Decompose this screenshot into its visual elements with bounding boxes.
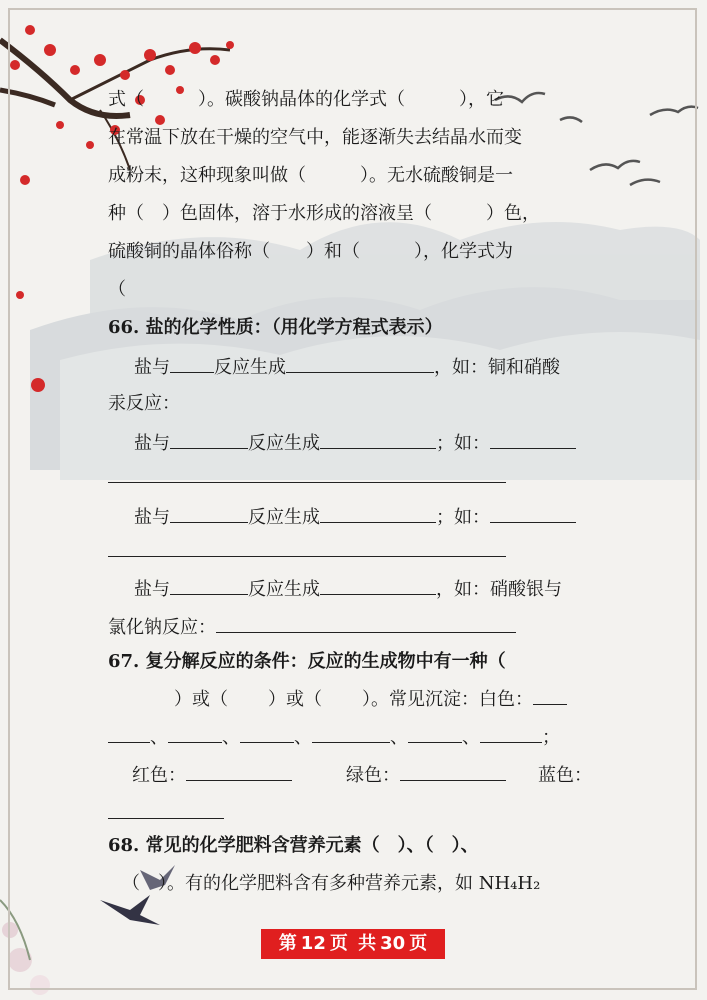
q66-d-post: ，如：硝酸银与 — [436, 579, 562, 600]
q67-row2 — [122, 686, 567, 712]
separator: 、 — [294, 727, 312, 748]
q66-a-pre: 盐与 — [134, 357, 170, 378]
answer-blank[interactable] — [170, 354, 214, 373]
answer-blank[interactable] — [216, 614, 516, 633]
answer-blank[interactable] — [490, 430, 576, 449]
q66-d-cont — [108, 614, 516, 640]
text-line: 在常温下放在干燥的空气中，能逐渐失去结晶水而变 — [108, 127, 522, 148]
answer-blank[interactable] — [170, 576, 248, 595]
q66-a-row — [134, 354, 560, 380]
answer-blank[interactable] — [186, 762, 292, 781]
q66-b-post: ；如： — [436, 433, 490, 454]
separator: 、 — [150, 727, 168, 748]
q66-c-row — [134, 504, 576, 530]
q66-c-mid: 反应生成 — [248, 507, 320, 528]
q66-b-pre: 盐与 — [134, 433, 170, 454]
answer-blank[interactable] — [312, 724, 390, 743]
answer-blank[interactable] — [320, 576, 436, 595]
total-label: 共 — [358, 933, 377, 954]
separator: 、 — [462, 727, 480, 748]
q68-row2: （ ）。有的化学肥料含有多种营养元素，如 NH₄H₂ — [122, 873, 541, 894]
answer-blank[interactable] — [320, 430, 436, 449]
q66-c-pre: 盐与 — [134, 507, 170, 528]
total-word: 页 — [409, 933, 428, 954]
answer-blank[interactable] — [240, 724, 294, 743]
question-67-title: 67. 复分解反应的条件：反应的生成物中有一种（ — [108, 651, 506, 672]
answer-blank[interactable] — [490, 504, 576, 523]
answer-blank[interactable] — [480, 724, 542, 743]
question-68-title: 68. 常见的化学肥料含营养元素（ ）、（ ）、 — [108, 835, 479, 856]
separator: ； — [542, 727, 560, 748]
text-line: 种（ ）色固体，溶于水形成的溶液呈（ ）色， — [108, 203, 540, 224]
answer-line[interactable] — [108, 556, 506, 557]
question-66-title: 66. 盐的化学性质：（用化学方程式表示） — [108, 317, 443, 338]
page-word: 页 — [329, 933, 348, 954]
q66-d-mid: 反应生成 — [248, 579, 320, 600]
page-label: 第 — [278, 933, 297, 954]
green-label: 绿色： — [346, 765, 400, 786]
answer-blank[interactable] — [170, 430, 248, 449]
separator: 、 — [222, 727, 240, 748]
answer-blank[interactable] — [320, 504, 436, 523]
q66-d-row — [134, 576, 562, 602]
q66-a-post: ，如：铜和硝酸 — [434, 357, 560, 378]
answer-blank[interactable] — [170, 504, 248, 523]
text-line: 硫酸铜的晶体俗称（ ）和（ ），化学式为 — [108, 241, 513, 262]
separator: 、 — [390, 727, 408, 748]
total-page-number: 30 — [380, 933, 406, 954]
q67-colors-row — [132, 762, 592, 788]
red-label: 红色： — [132, 765, 186, 786]
q66-d-pre: 盐与 — [134, 579, 170, 600]
answer-line[interactable] — [108, 482, 506, 483]
current-page-number: 12 — [300, 933, 326, 954]
q66-c-post: ；如： — [436, 507, 490, 528]
text-line: 成粉末，这种现象叫做（ ）。无水硫酸铜是一 — [108, 165, 513, 186]
answer-blank[interactable] — [400, 762, 506, 781]
q67-or-2: ）或（ — [268, 689, 322, 710]
q67-row3 — [108, 724, 560, 750]
q66-b-mid: 反应生成 — [248, 433, 320, 454]
text-line: （ — [108, 279, 126, 300]
text-line: 式（ ）。碳酸钠晶体的化学式（ ），它 — [108, 89, 504, 110]
q66-d-cont-label: 氯化钠反应： — [108, 617, 216, 638]
answer-blank[interactable] — [533, 686, 567, 705]
answer-line[interactable] — [108, 818, 224, 819]
q67-precipitate-label: ）。常见沉淀：白色： — [362, 689, 533, 710]
q66-a-mid: 反应生成 — [214, 357, 286, 378]
answer-blank[interactable] — [168, 724, 222, 743]
answer-blank[interactable] — [408, 724, 462, 743]
q67-or-1: ）或（ — [174, 689, 228, 710]
answer-blank[interactable] — [286, 354, 434, 373]
page-number-badge — [261, 929, 445, 959]
blue-label: 蓝色： — [538, 765, 592, 786]
q66-b-row — [134, 430, 576, 456]
answer-blank[interactable] — [108, 724, 150, 743]
q66-a-cont: 汞反应： — [108, 393, 180, 414]
